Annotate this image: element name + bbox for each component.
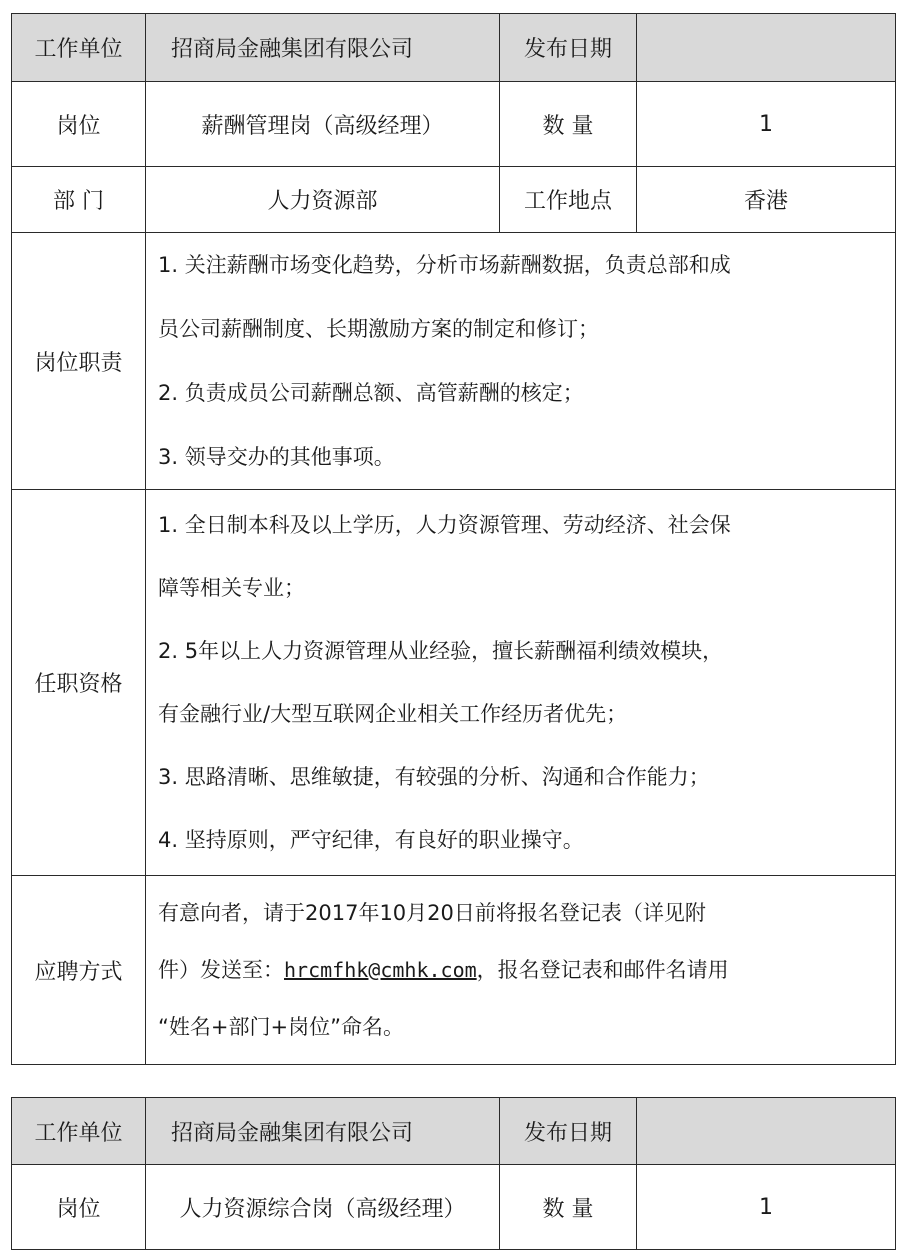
work-location-label: 工作地点 <box>500 167 637 233</box>
publish-date-label: 发布日期 <box>500 1098 637 1165</box>
duties-content <box>146 233 896 490</box>
employer-value: 招商局金融集团有限公司 <box>146 14 500 82</box>
duties-line: 员公司薪酬制度、长期激励方案的制定和修订； <box>158 317 599 341</box>
qualification-line: 1. 全日制本科及以上学历，人力资源管理、劳动经济、社会保 <box>158 512 731 537</box>
qualification-line: 3. 思路清晰、思维敏捷，有较强的分析、沟通和合作能力； <box>158 764 710 789</box>
application-text: 件）发送至： <box>158 957 284 982</box>
application-line: “姓名+部门+岗位”命名。 <box>158 1014 404 1039</box>
quantity-value: 1 <box>637 82 896 167</box>
qualification-line: 有金融行业/大型互联网企业相关工作经历者优先； <box>158 701 628 726</box>
position-label: 岗位 <box>12 1165 146 1250</box>
position-value: 人力资源综合岗（高级经理） <box>146 1165 500 1250</box>
employer-value: 招商局金融集团有限公司 <box>146 1098 500 1165</box>
qualification-line: 2. 5年以上人力资源管理从业经验，擅长薪酬福利绩效模块， <box>158 638 724 663</box>
position-value: 薪酬管理岗（高级经理） <box>146 82 500 167</box>
qualifications-label: 任职资格 <box>12 490 146 876</box>
duties-label: 岗位职责 <box>12 233 146 490</box>
job-posting-table-2 <box>11 1097 896 1250</box>
department-value: 人力资源部 <box>146 167 500 233</box>
employer-label: 工作单位 <box>12 1098 146 1165</box>
employer-label: 工作单位 <box>12 14 146 82</box>
email-link[interactable]: hrcmfhk@cmhk.com <box>284 957 477 982</box>
quantity-label: 数 量 <box>500 1165 637 1250</box>
qualifications-content <box>146 490 896 876</box>
application-line: 有意向者，请于2017年10月20日前将报名登记表（详见附 <box>158 900 706 925</box>
application-label: 应聘方式 <box>12 876 146 1065</box>
application-text: ，报名登记表和邮件名请用 <box>476 957 729 982</box>
application-line <box>158 942 887 999</box>
duties-line: 1. 关注薪酬市场变化趋势，分析市场薪酬数据，负责总部和成 <box>158 253 731 277</box>
publish-date-value <box>637 1098 896 1165</box>
publish-date-value <box>637 14 896 82</box>
department-label: 部 门 <box>12 167 146 233</box>
qualification-line: 障等相关专业； <box>158 575 305 600</box>
publish-date-label: 发布日期 <box>500 14 637 82</box>
job-posting-table-1 <box>11 13 896 1065</box>
duties-line: 2. 负责成员公司薪酬总额、高管薪酬的核定； <box>158 381 584 405</box>
duties-line: 3. 领导交办的其他事项。 <box>158 445 395 469</box>
quantity-value: 1 <box>637 1165 896 1250</box>
position-label: 岗位 <box>12 82 146 167</box>
work-location-value: 香港 <box>637 167 896 233</box>
qualification-line: 4. 坚持原则，严守纪律，有良好的职业操守。 <box>158 827 584 852</box>
application-content <box>146 876 896 1065</box>
quantity-label: 数 量 <box>500 82 637 167</box>
